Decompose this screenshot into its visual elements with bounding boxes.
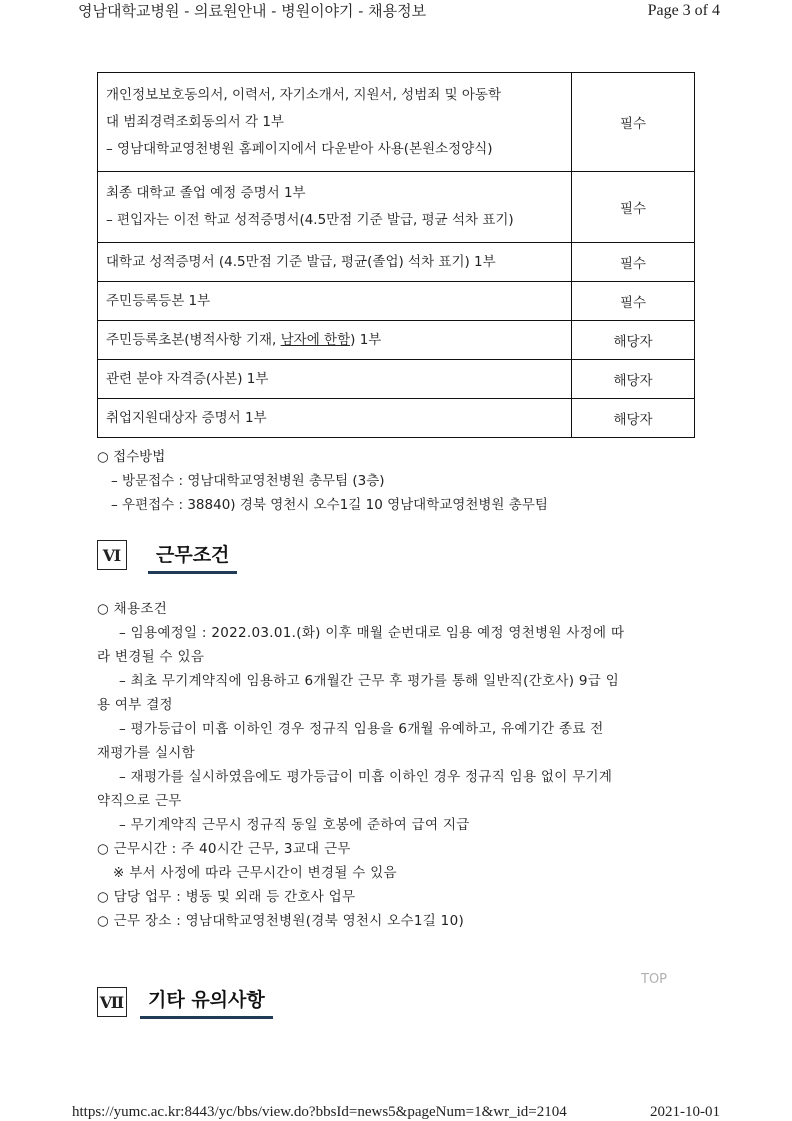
document-description: 주민등록등본 1부 bbox=[98, 282, 572, 321]
table-row bbox=[98, 360, 695, 399]
reception-method bbox=[97, 445, 548, 517]
condition-item: – 임용예정일 : 2022.03.01.(화) 이후 매월 순번대로 임용 예정 영천병원 사정에 따 라 변경될 수 있음 bbox=[97, 625, 625, 665]
section-title-work-conditions: 근무조건 bbox=[148, 540, 237, 574]
condition-item: – 무기계약직 근무시 정규직 동일 호봉에 준하여 급여 지급 bbox=[119, 817, 470, 833]
reception-heading: ○ 접수방법 bbox=[97, 449, 166, 465]
work-hours-note: ※ 부서 사정에 따라 근무시간이 변경될 수 있음 bbox=[113, 865, 397, 881]
document-description: 관련 분야 자격증(사본) 1부 bbox=[98, 360, 572, 399]
required-documents-table bbox=[97, 72, 695, 438]
underlined-note: 남자에 한함 bbox=[280, 331, 351, 348]
document-description: 주민등록초본(병적사항 기재, 남자에 한함) 1부 bbox=[98, 321, 572, 360]
condition-item: – 재평가를 실시하였음에도 평가등급이 미흡 이하인 경우 정규직 임용 없이 무기계 약직으로 근무 bbox=[97, 769, 613, 809]
requirement-status: 해당자 bbox=[572, 399, 695, 438]
document-description: 대학교 성적증명서 (4.5만점 기준 발급, 평균(졸업) 석차 표기) 1부 bbox=[98, 243, 572, 282]
requirement-status: 필수 bbox=[572, 73, 695, 172]
section-title-other-notes: 기타 유의사항 bbox=[140, 985, 273, 1019]
work-conditions bbox=[97, 597, 697, 933]
requirement-status: 필수 bbox=[572, 172, 695, 243]
footer-date: 2021-10-01 bbox=[650, 1104, 720, 1120]
section-number-6: Ⅵ bbox=[97, 540, 127, 570]
table-row bbox=[98, 243, 695, 282]
work-place: ○ 근무 장소 : 영남대학교영천병원(경북 영천시 오수1길 10) bbox=[97, 913, 465, 929]
table-row bbox=[98, 321, 695, 360]
condition-item: – 평가등급이 미흡 이하인 경우 정규직 임용을 6개월 유예하고, 유예기간 종료 전 재평가를 실시함 bbox=[97, 721, 604, 761]
header-breadcrumb: 영남대학교병원 - 의료원안내 - 병원이야기 - 채용정보 bbox=[78, 2, 427, 20]
table-row bbox=[98, 282, 695, 321]
table-row bbox=[98, 399, 695, 438]
requirement-status: 필수 bbox=[572, 243, 695, 282]
page-number: Page 3 of 4 bbox=[647, 2, 720, 19]
document-description: 최종 대학교 졸업 예정 증명서 1부 – 편입자는 이전 학교 성적증명서(4.5만점 기준 발급, 평균 석차 표기) bbox=[98, 172, 572, 243]
reception-visit: – 방문접수 : 영남대학교영천병원 총무팀 (3층) bbox=[111, 473, 385, 489]
requirement-status: 필수 bbox=[572, 282, 695, 321]
work-hours: ○ 근무시간 : 주 40시간 근무, 3교대 근무 bbox=[97, 841, 351, 857]
document-description: 개인정보보호동의서, 이력서, 자기소개서, 지원서, 성범죄 및 아동학 대 범죄경력조회동의서 각 1부 – 영남대학교영천병원 홈페이지에서 다운받아 사용(본원소정양식) bbox=[98, 73, 572, 172]
requirement-status: 해당자 bbox=[572, 360, 695, 399]
condition-item: – 최초 무기계약직에 임용하고 6개월간 근무 후 평가를 통해 일반직(간호사) 9급 임 용 여부 결정 bbox=[97, 673, 620, 713]
section-number-7: Ⅶ bbox=[97, 987, 127, 1017]
requirement-status: 해당자 bbox=[572, 321, 695, 360]
footer-url: https://yumc.ac.kr:8443/yc/bbs/view.do?bbsId=news5&pageNum=1&wr_id=2104 bbox=[72, 1104, 567, 1120]
reception-mail: – 우편접수 : 38840) 경북 영천시 오수1길 10 영남대학교영천병원 총무팀 bbox=[111, 497, 548, 513]
conditions-heading: ○ 채용조건 bbox=[97, 601, 168, 617]
document-description: 취업지원대상자 증명서 1부 bbox=[98, 399, 572, 438]
top-link[interactable]: TOP bbox=[641, 972, 668, 987]
table-row bbox=[98, 73, 695, 172]
table-row bbox=[98, 172, 695, 243]
duty: ○ 담당 업무 : 병동 및 외래 등 간호사 업무 bbox=[97, 889, 356, 905]
